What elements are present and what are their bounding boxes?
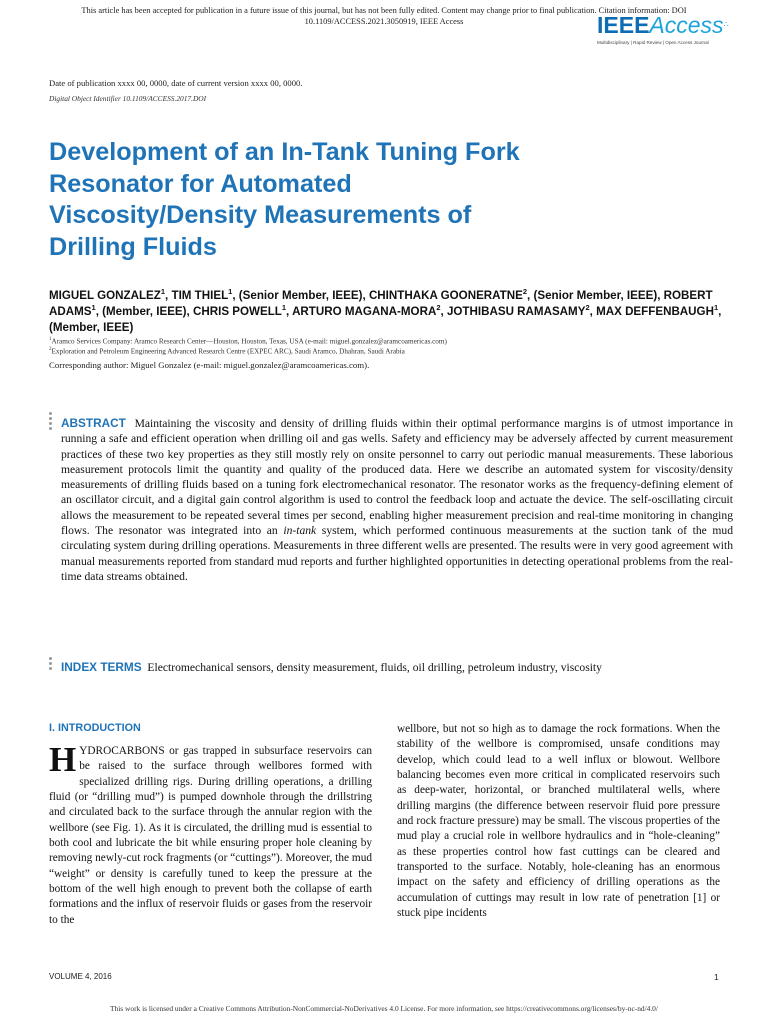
title-line: Drilling Fluids [49,232,217,261]
body-paragraph: wellbore, but not so high as to damage the rock formations. When the stability of the wellbore is compromised, unsafe conditions may develop, which could lead to a well influx or blowout. Wellbore balancing becomes even more critical in complicated reservoirs such as deep-water, horizontal, or branched multilateral wells, where drilling margins (the difference between reservoir fluid pore pressure and rock fracture pressure) may be small. The viscous properties of the mud play a crucial role in wellbore hydraulics and in “hole-cleaning” as these properties control how fast cuttings can be cleared and transported to the surface. Notably, hole-cleaning has an enormous impact on the safety and efficiency of drilling operations as the accumulation of cuttings may result in low rate of penetration [1] or stuck pipe incidents [397,723,720,920]
affiliation: $^1$Aramco Services Company: Aramco Research Center—Houston, Houston, Texas, USA (e-mail: miguel.gonzalez@aramcoamericas.com) [49,337,447,346]
abstract-italic: in-tank [283,524,317,538]
publication-date: Date of publication xxxx 00, 0000, date of current version xxxx 00, 0000. [49,78,303,88]
title-line: Viscosity/Density Measurements of [49,201,472,229]
volume-info: VOLUME 4, 2016 [49,972,112,981]
logo-tagline: Multidisciplinary | Rapid Review | Open Access Journal [597,40,709,45]
index-terms [61,660,733,675]
page-number: 1 [714,972,719,982]
abstract-heading: ABSTRACT [61,416,126,430]
author-list: MIGUEL GONZALEZ$^1$, TIM THIEL$^1$, (Senior Member, IEEE), CHINTHAKA GOONERATNE$^2$, (Senior Member, IEEE), ROBERT ADAMS$^1$, (Member, IEEE), CHRIS POWELL$^1$, ARTURO MAGANA-MORA$^2$, JOTHIBASU RAMASAMY$^2$, MAX DEFFENBAUGH$^1$, (Member, IEEE) [49,287,722,334]
ieee-access-logo [597,12,729,52]
section-dots-icon [49,412,53,432]
logo-ieee-text: IEEE [597,12,650,38]
abstract-text: system, which performed continuous measurements at the suction tank of the mud circulating system during drilling operations. Measurements in three different wells are presented. The results were in very good agreement with manual measurements reported from standard mud reports and further highlighted opportunities in detecting operational problems from the real-time data streams obtained. [61,524,733,583]
accepted-notice: This article has been accepted for publication in a future issue of this journal, but has not been fully edited. Content may change prior to final publication. Citation information: DOI [81,6,687,15]
author-name: CHINTHAKA GOONERATNE [368,289,523,302]
abstract-text: Maintaining the viscosity and density of drilling fluids within their optimal performance margins is of utmost importance in running a safe and efficient operation when drilling oil and gas wells. Safety and efficiency may be adversely affected by current measurement practices of these two key properties as they still mostly rely on onsite personnel to carry out periodic manual measurements. These laborious measurement protocols limit the quantity and quality of the produced data. Here we describe an automated system for viscosity/density measurements of drilling fluids based on a tuning fork electromechanical resonator. The resonator works as the frequency-defining element of an oscillator circuit, and a digital gain control algorithm is used to control the feedback loop and actuate the device. The self-oscillating circuit allows the measurement to be repeated several times per second, enabling higher measurement precision and real-time monitoring in changing flows. The resonator was integrated into an [61,417,734,538]
license-notice: This work is licensed under a Creative Commons Attribution-NonCommercial-NoDerivatives 4.0 License. For more information, see https://creativecommons.org/licenses/by-nc-nd/4.0/ [110,1004,658,1013]
corresponding-author: Corresponding author: Miguel Gonzalez (e-mail: miguel.gonzalez@aramcoamericas.com). [49,360,370,370]
body-column-left [49,740,372,928]
author-name: ARTURO MAGANA-MORA [292,305,437,318]
body-paragraph: YDROCARBONS or gas trapped in subsurface reservoirs can be raised to the surface through wellbores formed with specialized drilling rigs. During drilling operations, a drilling fluid (or “drilling mud”) is pumped downhole through the drillstring and circulated back to the surface through the annular region with the wellbore (see Fig. 1). As it is circulated, the drilling mud is essential to both cool and lubricate the bit while ensuring proper hole cleaning by removing newly-cut rock fragments (or “cuttings”). Moreover, the mud “weight” or density is carefully tuned to keep the pressure at the bottom of the well high enough to prevent both the collapse of earth formations and the influx of reservoir fluids or gases from the reservoir to the [49,745,372,926]
title-line: Resonator for Automated [49,169,352,198]
author-name: MAX DEFFENBAUGH [596,305,714,318]
paper-title [49,137,689,263]
author-name: MIGUEL GONZALEZ [49,289,161,302]
title-line: Development of an In-Tank Tuning Fork [49,138,520,166]
doi-line: Digital Object Identifier 10.1109/ACCESS.2017.DOI [49,94,207,103]
logo-access-text: Access [649,12,724,38]
drop-cap: H [49,740,77,779]
index-terms-text: Electromechanical sensors, density measurement, fluids, oil drilling, petroleum industry, viscosity [147,661,602,674]
abstract [61,416,733,584]
citation-doi: 10.1109/ACCESS.2021.3050919, IEEE Access [304,17,464,26]
section-heading-introduction: I. INTRODUCTION [49,722,141,734]
author-name: ROBERT ADAMS [49,289,713,318]
body-column-right [397,722,720,921]
index-terms-heading: INDEX TERMS [61,660,142,674]
logo-dots-icon: ∴ [723,20,729,29]
author-name: CHRIS POWELL [192,305,282,318]
section-dots-icon [49,657,53,672]
affiliation: $^2$Exploration and Petroleum Engineering Advanced Research Centre (EXPEC ARC), Saudi Aramco, Dhahran, Saudi Arabia [49,347,405,356]
author-name: TIM THIEL [171,289,229,302]
author-name: JOTHIBASU RAMASAMY [446,305,586,318]
